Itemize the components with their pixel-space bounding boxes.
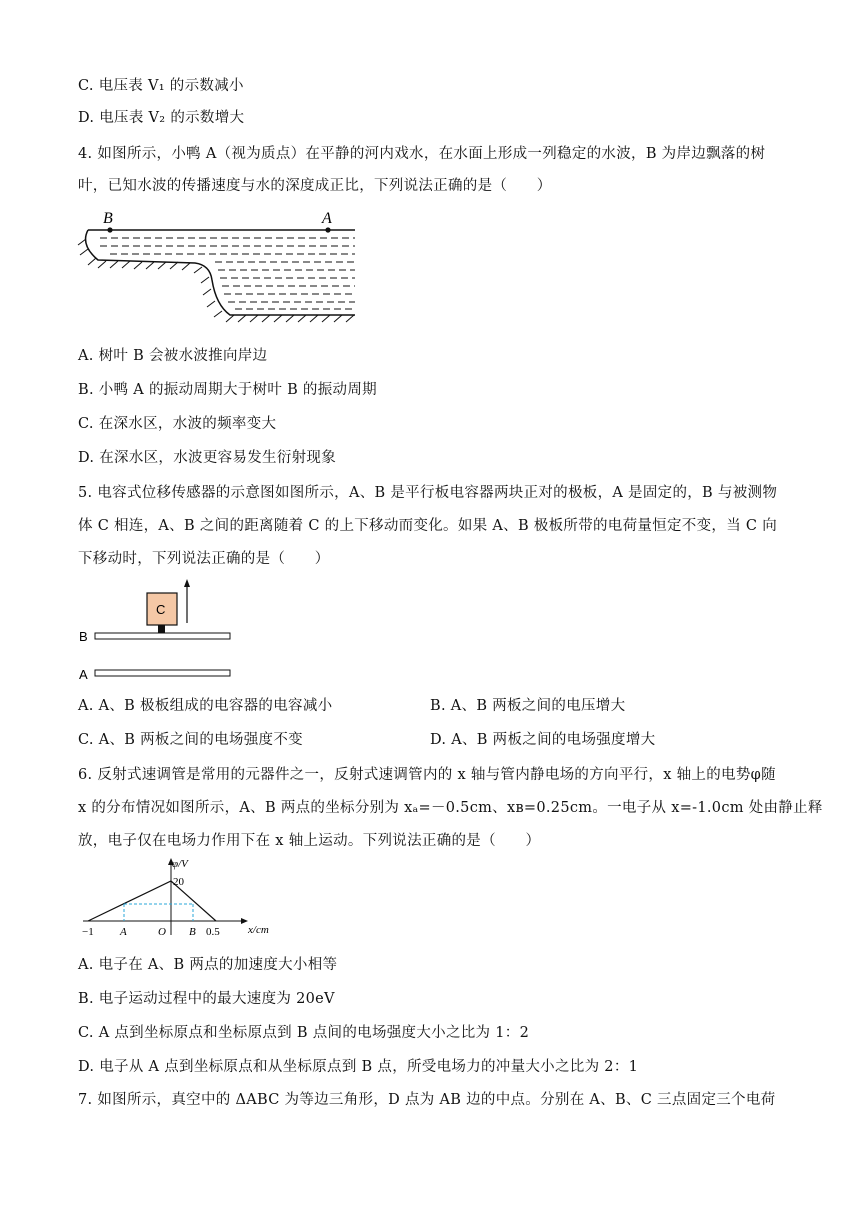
label-plate-b: B <box>79 629 88 644</box>
q4-stem-line2: 叶，已知水波的传播速度与水的深度成正比，下列说法正确的是（ ） <box>78 178 552 194</box>
q5-capacitor-figure <box>75 575 245 685</box>
label-c: C <box>156 602 166 617</box>
q6-stem-line1: 6. 反射式速调管是常用的元器件之一，反射式速调管内的 x 轴与管内静电场的方向平行，x 轴上的电势φ随 <box>78 767 776 783</box>
q4-option-a: A. 树叶 B 会被水波推向岸边 <box>78 348 268 364</box>
q5-stem-line1: 5. 电容式位移传感器的示意图如图所示，A、B 是平行板电容器两块正对的极板，A 是固定的，B 与被测物 <box>78 485 778 501</box>
q6-stem-line3: 放，电子仅在电场力作用下在 x 轴上运动。下列说法正确的是（ ） <box>78 833 541 849</box>
plate-b <box>95 633 230 639</box>
q5-option-a: A. A、B 极板组成的电容器的电容减小 <box>78 698 333 714</box>
y-axis-label: φ/V <box>172 858 188 870</box>
q4-option-c: C. 在深水区，水波的频率变大 <box>78 416 277 432</box>
q6-potential-graph <box>78 855 278 940</box>
label-plate-a: A <box>79 667 88 682</box>
x-axis-label: x/cm <box>248 924 269 936</box>
tick-0-5: 0.5 <box>206 926 220 938</box>
q7-stem-line1: 7. 如图所示，真空中的 ΔABC 为等边三角形，D 点为 AB 边的中点。分别在 A、B、C 三点固定三个电荷 <box>78 1092 776 1108</box>
plate-a <box>95 670 230 676</box>
q5-stem-line2: 体 C 相连，A、B 之间的距离随着 C 的上下移动而变化。如果 A、B 极板所带的电荷量恒定不变，当 C 向 <box>78 518 778 534</box>
q5-option-b: B. A、B 两板之间的电压增大 <box>430 698 626 714</box>
duck-a-point <box>325 227 330 232</box>
q4-stem-line1: 4. 如图所示，小鸭 A（视为质点）在平静的河内戏水，在水面上形成一列稳定的水波，B 为岸边飘落的树 <box>78 146 766 162</box>
tick-minus-1: −1 <box>82 926 94 938</box>
tick-b: B <box>189 926 196 938</box>
q5-stem-line3: 下移动时，下列说法正确的是（ ） <box>78 551 330 567</box>
q6-option-c: C. A 点到坐标原点和坐标原点到 B 点间的电场强度大小之比为 1：2 <box>78 1025 530 1041</box>
q4-option-d: D. 在深水区，水波更容易发生衍射现象 <box>78 450 337 466</box>
q6-option-d: D. 电子从 A 点到坐标原点和从坐标原点到 B 点，所受电场力的冲量大小之比为 2：1 <box>78 1059 639 1075</box>
q6-option-b: B. 电子运动过程中的最大速度为 20eV <box>78 991 335 1007</box>
potential-curve <box>88 881 216 921</box>
label-a: A <box>322 210 332 227</box>
up-arrow-icon <box>184 579 190 587</box>
q3-option-d: D. 电压表 V₂ 的示数增大 <box>78 110 245 126</box>
q4-option-b: B. 小鸭 A 的振动周期大于树叶 B 的振动周期 <box>78 382 377 398</box>
label-b: B <box>103 210 113 227</box>
tick-origin: O <box>158 926 166 938</box>
leaf-b-point <box>107 227 112 232</box>
q3-option-c: C. 电压表 V₁ 的示数减小 <box>78 78 244 94</box>
q6-option-a: A. 电子在 A、B 两点的加速度大小相等 <box>78 957 338 973</box>
q5-option-c: C. A、B 两板之间的电场强度不变 <box>78 732 303 748</box>
x-axis-arrow-icon <box>241 918 248 924</box>
q5-option-d: D. A、B 两板之间的电场强度增大 <box>430 732 656 748</box>
q4-river-figure <box>70 205 370 330</box>
tick-a: A <box>120 926 127 938</box>
tick-20: 20 <box>173 876 184 888</box>
q6-stem-line2: x 的分布情况如图所示，A、B 两点的坐标分别为 xₐ=－0.5cm、xʙ=0.25cm。一电子从 x=-1.0cm 处由静止释 <box>78 800 823 816</box>
